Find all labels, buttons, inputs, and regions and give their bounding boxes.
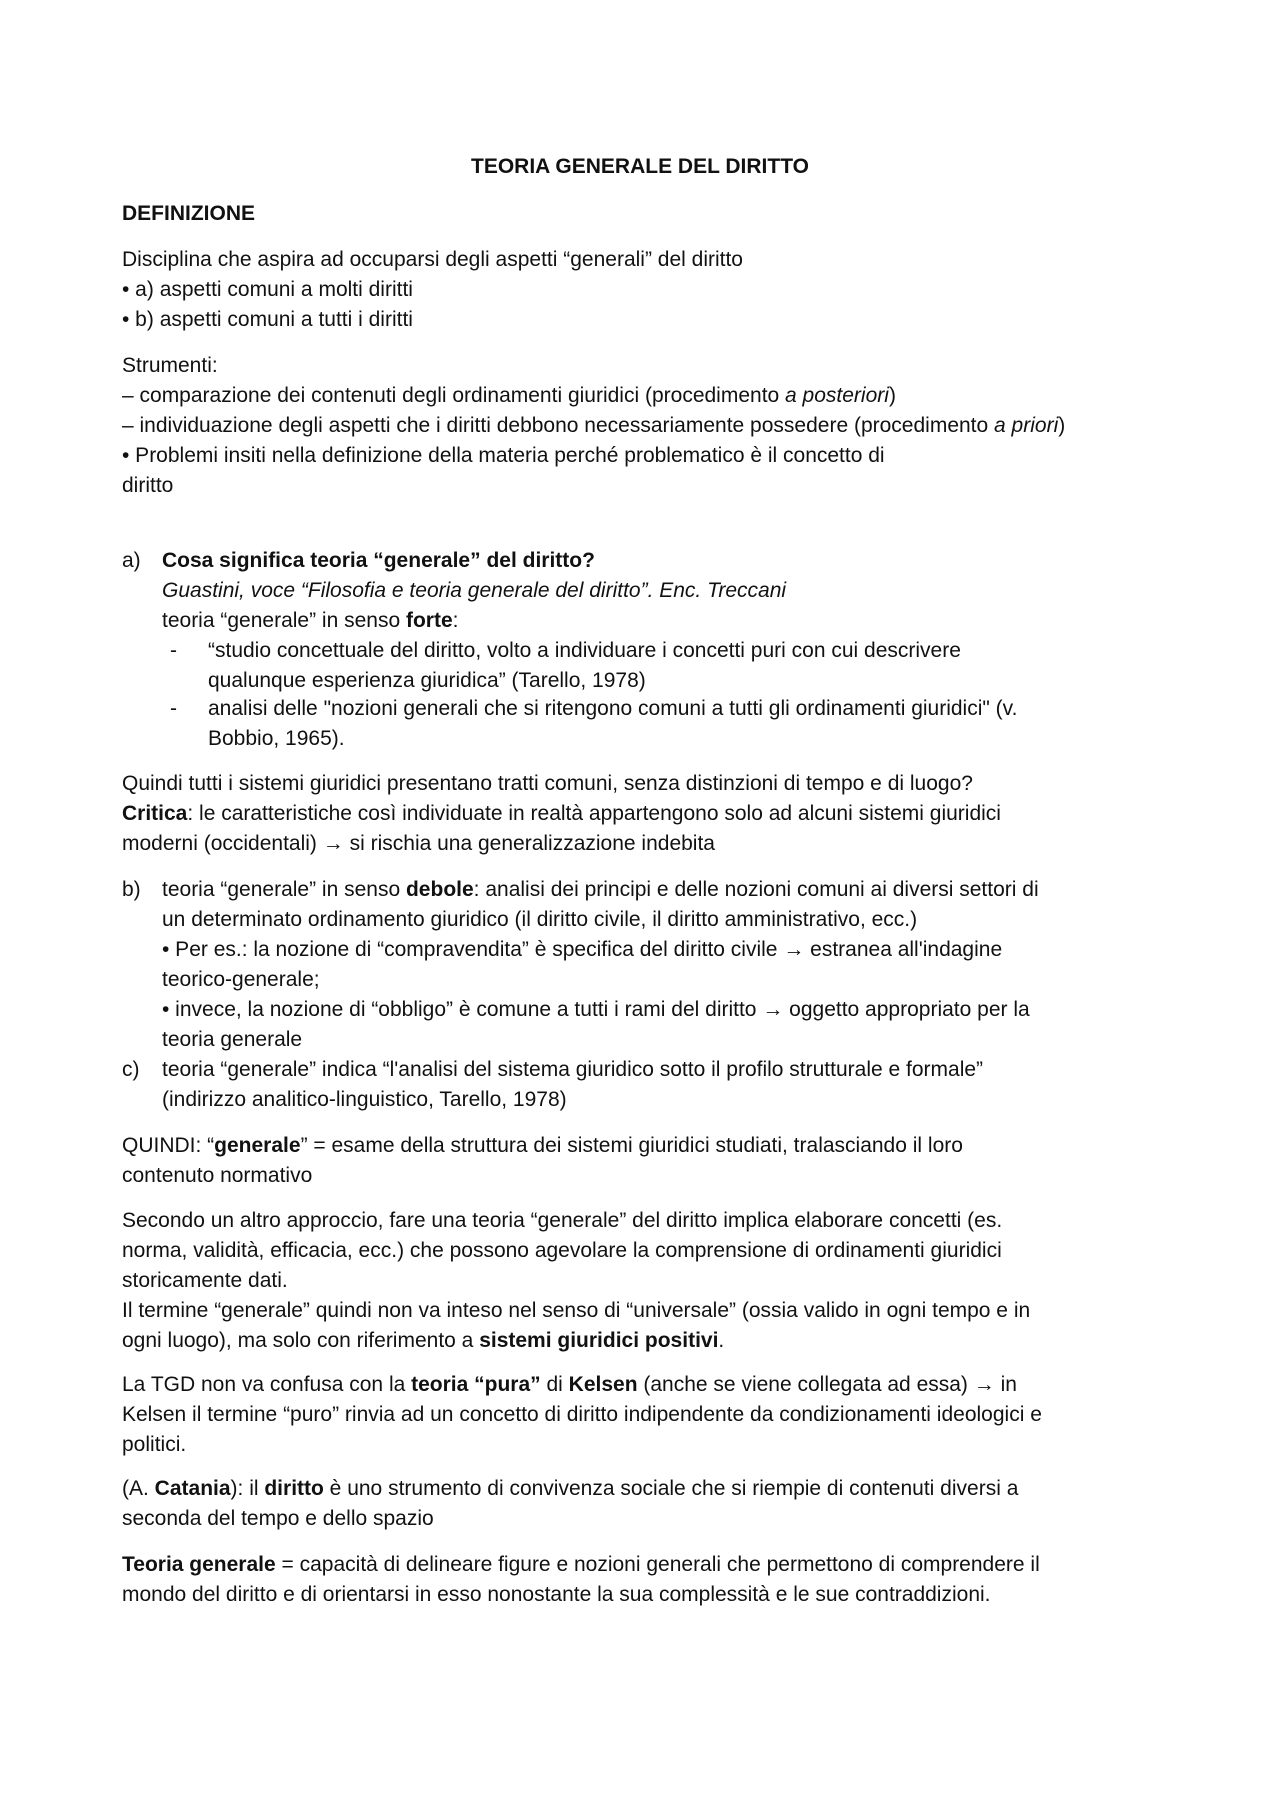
section-c-label: c) — [122, 1058, 140, 1081]
definizione-bullet-b: • b) aspetti comuni a tutti i diritti — [122, 308, 413, 331]
quindi-generale-paragraph: QUINDI: “generale” = esame della struttura dei sistemi giuridici studiati, tralasciando il loro contenuto normativo — [122, 1134, 963, 1187]
section-a-body — [162, 546, 1182, 636]
section-a-item-2: analisi delle "nozioni generali che si ritengono comuni a tutti gli ordinamenti giuridici" (v. Bobbio, 1965). — [208, 697, 1018, 750]
arrow-right-icon: → — [762, 998, 784, 1021]
section-b-body: teoria “generale” in senso debole: analisi dei principi e delle nozioni comuni ai diversi settori di un determinato ordinamento giuridico (il diritto civile, il diritto amministrativo, ecc.) • Per es.: la nozione di “compravendita” è specifica del diritto civile → estranea all'indagine teorico-generale; • invece, la nozione di “obbligo” è comune a tutti i rami del diritto → oggetto appropriato per la teoria generale — [162, 878, 1039, 1051]
section-a-forte: teoria “generale” in senso forte: — [162, 609, 459, 632]
section-heading-definizione: DEFINIZIONE — [122, 202, 256, 225]
strumenti-item-1: – comparazione dei contenuti degli ordinamenti giuridici (procedimento a posteriori) — [122, 384, 896, 407]
strumenti-paragraph — [122, 351, 1182, 501]
section-b-label: b) — [122, 878, 141, 901]
arrow-right-icon: → — [783, 938, 805, 961]
critica-line-2: moderni (occidentali) → si rischia una generalizzazione indebita — [122, 832, 715, 855]
dash-marker: - — [170, 697, 177, 720]
section-a-source: Guastini, voce “Filosofia e teoria generale del diritto”. Enc. Treccani — [162, 579, 787, 602]
quindi-question: Quindi tutti i sistemi giuridici presentano tratti comuni, senza distinzioni di tempo e di luogo? — [122, 772, 973, 795]
definizione-paragraph — [122, 245, 1182, 335]
arrow-right-icon: → — [973, 1373, 995, 1396]
critica-line-1: Critica: le caratteristiche così individuate in realtà appartengono solo ad alcuni sistemi giuridici — [122, 802, 1001, 825]
section-c-body: teoria “generale” indica “l'analisi del sistema giuridico sotto il profilo strutturale e formale” (indirizzo analitico-linguistico, Tarello, 1978) — [162, 1058, 984, 1111]
strumenti-item-2: – individuazione degli aspetti che i diritti debbono necessariamente possedere (procedimento a priori) — [122, 414, 1066, 437]
section-a-label: a) — [122, 549, 141, 572]
kelsen-paragraph: La TGD non va confusa con la teoria “pura” di Kelsen (anche se viene collegata ad essa) → in Kelsen il termine “puro” rinvia ad un concetto di diritto indipendente da condizionamenti ideologici e politici. — [122, 1373, 1042, 1456]
strumenti-label: Strumenti: — [122, 354, 218, 377]
teoria-generale-paragraph: Teoria generale = capacità di delineare figure e nozioni generali che permettono di comprendere il mondo del diritto e di orientarsi in esso nonostante la sua complessità e le sue contraddizioni. — [122, 1553, 1040, 1606]
section-a-heading: Cosa significa teoria “generale” del diritto? — [162, 549, 595, 572]
definizione-intro: Disciplina che aspira ad occuparsi degli aspetti “generali” del diritto — [122, 248, 743, 271]
strumenti-problemi: • Problemi insiti nella definizione della materia perché problematico è il concetto di — [122, 444, 885, 467]
section-a-item-1: “studio concettuale del diritto, volto a individuare i concetti puri con cui descrivere qualunque esperienza giuridica” (Tarello, 1978) — [208, 639, 961, 692]
catania-paragraph: (A. Catania): il diritto è uno strumento di convivenza sociale che si riempie di contenuti diversi a seconda del tempo e dello spazio — [122, 1477, 1019, 1530]
critica-paragraph — [122, 769, 1182, 859]
strumenti-problemi-cont: diritto — [122, 474, 174, 497]
arrow-right-icon: → — [322, 832, 344, 855]
definizione-bullet-a: • a) aspetti comuni a molti diritti — [122, 278, 413, 301]
dash-marker: - — [170, 639, 177, 662]
page-title: TEORIA GENERALE DEL DIRITTO — [471, 155, 809, 178]
altro-approccio-paragraph: Secondo un altro approccio, fare una teoria “generale” del diritto implica elaborare concetti (es. norma, validità, efficacia, ecc.) che possono agevolare la comprensione di ordinamenti giuridici storicamente dati. Il termine “generale” quindi non va inteso nel senso di “universale” (ossia valido in ogni tempo e in ogni luogo), ma solo con riferimento a sistemi giuridici positivi. — [122, 1209, 1031, 1352]
